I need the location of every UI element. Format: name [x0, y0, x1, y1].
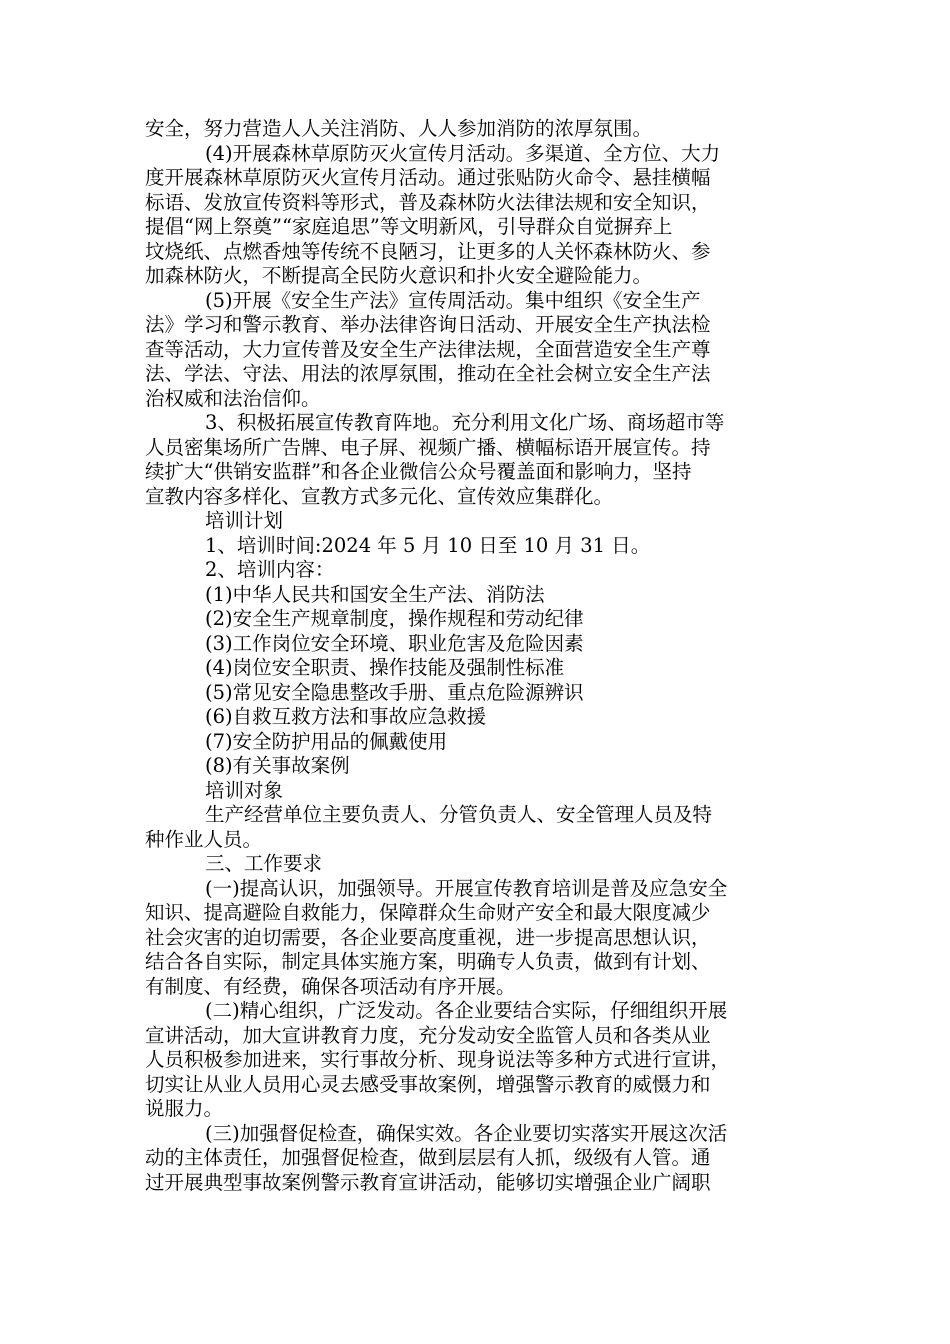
text-line: 1、培训时间:2024 年 5 月 10 日至 10 月 31 日。	[205, 533, 651, 557]
text-line: (4)岗位安全职责、操作技能及强制性标准	[205, 656, 565, 679]
text-line: 提倡“网上祭奠”“家庭追思”等文明新风，引导群众自觉摒弃上	[145, 215, 673, 238]
text-line: 种作业人员。	[145, 827, 263, 851]
text-line: 宣教内容多样化、宣教方式多元化、宣传效应集群化。	[145, 484, 614, 508]
text-line: 续扩大“供销安监群”和各企业微信公众号覆盖面和影响力，坚持	[145, 460, 692, 483]
text-line: (8)有关事故案例	[205, 754, 350, 777]
text-line: (一)提高认识，加强领导。开展宣传教育培训是普及应急安全	[205, 876, 728, 900]
text-line: 查等活动，大力宣传普及安全生产法律法规，全面营造安全生产尊	[145, 337, 711, 361]
text-line: 培训对象	[205, 778, 284, 802]
text-line: 知识、提高避险自救能力，保障群众生命财产安全和最大限度减少	[145, 901, 711, 924]
text-line: 3、积极拓展宣传教育阵地。充分利用文化广场、商场超市等	[205, 411, 725, 434]
document-body	[145, 117, 815, 1195]
text-line: 动的主体责任，加强督促检查，做到层层有人抓，级级有人管。通	[145, 1146, 711, 1169]
text-line: 结合各自实际，制定具体实施方案，明确专人负责，做到有计划、	[145, 950, 711, 973]
text-line: 说服力。	[145, 1097, 224, 1120]
text-line: 社会灾害的迫切需要，各企业要高度重视，进一步提高思想认识，	[145, 925, 711, 949]
text-line: (2)安全生产规章制度，操作规程和劳动纪律	[205, 607, 584, 630]
text-line: (4)开展森林草原防灭火宣传月活动。多渠道、全方位、大力	[205, 141, 721, 165]
text-line: 法、学法、守法、用法的浓厚氛围，推动在全社会树立安全生产法	[145, 362, 711, 385]
text-line: (6)自救互救方法和事故应急救援	[205, 705, 487, 728]
text-line: 切实让从业人员用心灵去感受事故案例，增强警示教育的威慑力和	[145, 1072, 711, 1096]
text-line: (7)安全防护用品的佩戴使用	[205, 729, 448, 753]
text-line: 标语、发放宣传资料等形式，普及森林防火法律法规和安全知识，	[145, 190, 711, 214]
text-line: 安全，努力营造人人关注消防、人人参加消防的浓厚氛围。	[145, 117, 653, 140]
text-line: 三、工作要求	[205, 852, 323, 875]
text-line: 度开展森林草原防灭火宣传月活动。通过张贴防火命令、悬挂横幅	[145, 166, 711, 189]
text-line: (三)加强督促检查，确保实效。各企业要切实落实开展这次活	[205, 1121, 728, 1145]
text-line: 生产经营单位主要负责人、分管负责人、安全管理人员及特	[205, 803, 713, 826]
text-line: 过开展典型事故案例警示教育宣讲活动，能够切实增强企业广阔职	[145, 1170, 711, 1194]
text-line: 2、培训内容：	[205, 558, 335, 581]
text-line: 宣讲活动，加大宣讲教育力度，充分发动安全监管人员和各类从业	[145, 1023, 711, 1047]
text-line: 培训计划	[205, 509, 284, 532]
text-line: 有制度、有经费，确保各项活动有序开展。	[145, 974, 516, 998]
text-line: 人员密集场所广告牌、电子屏、视频广播、横幅标语开展宣传。持	[145, 435, 711, 459]
text-line: (3)工作岗位安全环境、职业危害及危险因素	[205, 631, 584, 655]
text-line: 加森林防火，不断提高全民防火意识和扑火安全避险能力。	[145, 264, 653, 287]
text-line: (二)精心组织，广泛发动。各企业要结合实际，仔细组织开展	[205, 999, 728, 1022]
text-line: (1)中华人民共和国安全生产法、消防法	[205, 582, 545, 606]
text-line: 人员积极参加进来，实行事故分析、现身说法等多种方式进行宣讲，	[145, 1048, 731, 1071]
text-line: (5)开展《安全生产法》宣传周活动。集中组织《安全生产	[205, 288, 701, 312]
text-line: 法》学习和警示教育、举办法律咨询日活动、开展安全生产执法检	[145, 313, 711, 336]
text-line: (5)常见安全隐患整改手册、重点危险源辨识	[205, 680, 584, 704]
text-line: 治权威和法治信仰。	[145, 386, 321, 410]
text-line: 坟烧纸、点燃香烛等传统不良陋习，让更多的人关怀森林防火、参	[145, 239, 711, 263]
